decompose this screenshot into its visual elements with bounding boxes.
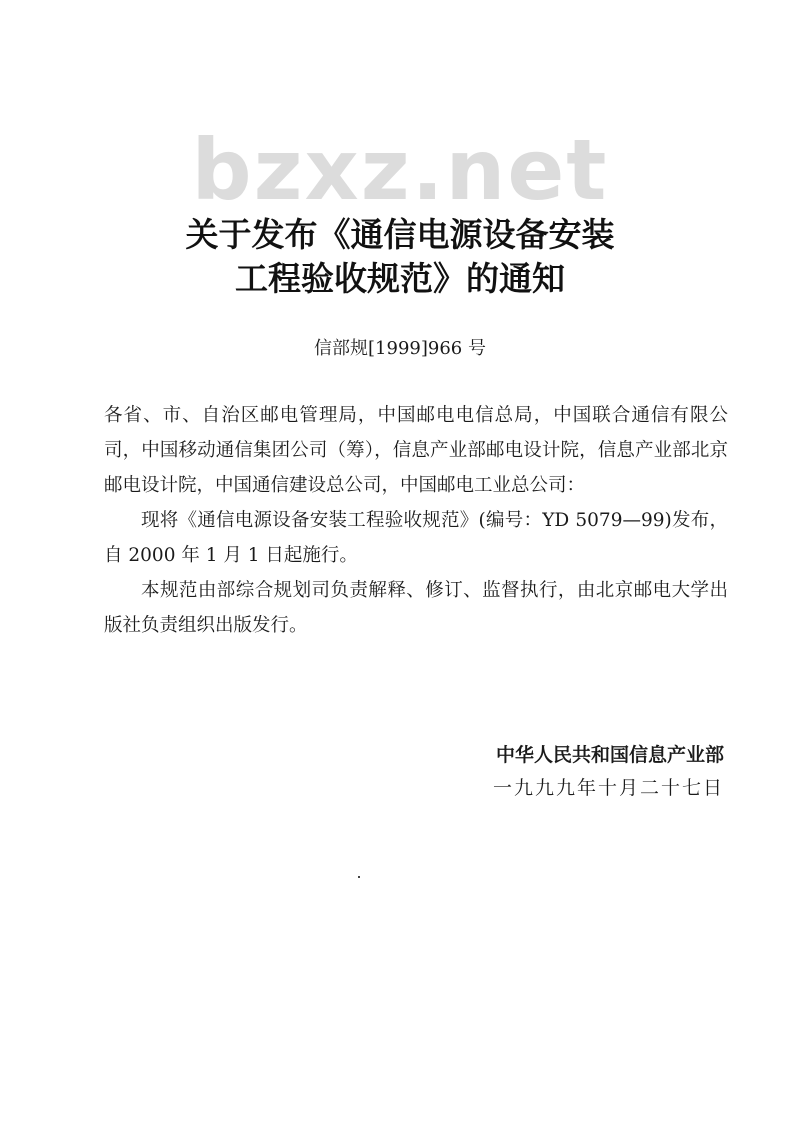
responsibility-paragraph: 本规范由部综合规划司负责解释、修订、监督执行，由北京邮电大学出版社负责组织出版发行。	[104, 580, 728, 636]
scan-speck	[358, 876, 360, 878]
recipients-paragraph: 各省、市、自治区邮电管理局，中国邮电电信总局，中国联合通信有限公司，中国移动通信集团公司（筹），信息产业部邮电设计院，信息产业部北京邮电设计院，中国通信建设总公司，中国邮电工业总公司：	[104, 405, 728, 496]
issuing-organization: 中华人民共和国信息产业部	[495, 744, 724, 766]
notice-title-line-1: 关于发布《通信电源设备安装	[185, 215, 615, 254]
notice-body	[104, 398, 728, 643]
watermark-logo: bzxz.net	[191, 121, 609, 219]
issue-date: 一九九九年十月二十七日	[492, 777, 724, 799]
document-number: 信部规[1999]966 号	[314, 338, 486, 359]
release-paragraph: 现将《通信电源设备安装工程验收规范》(编号：YD 5079—99)发布，自 2000 年 1 月 1 日起施行。	[104, 510, 728, 566]
notice-title-line-2: 工程验收规范》的通知	[235, 259, 565, 298]
